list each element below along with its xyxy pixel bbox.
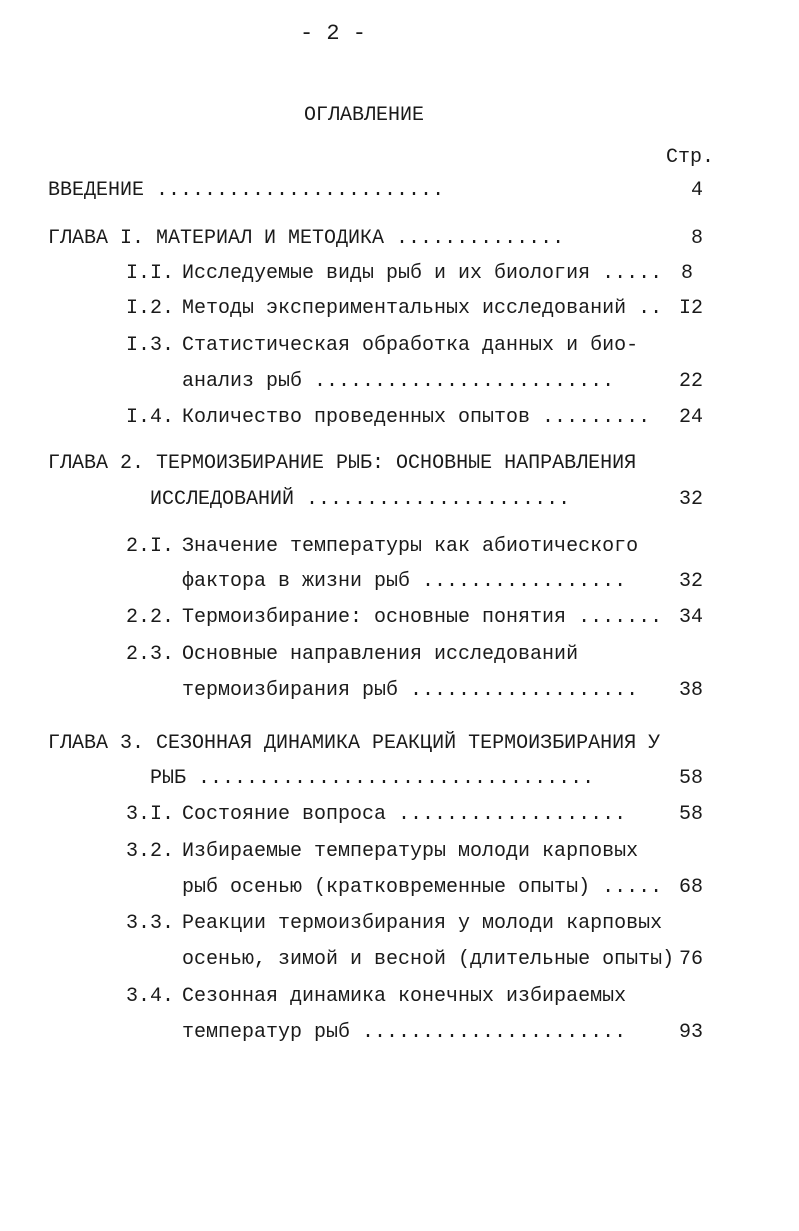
toc-entry-text: Избираемые температуры молоди карповых bbox=[182, 840, 639, 863]
toc-entry-label: 3.I. bbox=[126, 803, 175, 826]
toc-entry-page: 4 bbox=[690, 179, 703, 202]
toc-entry-label: I.2. bbox=[126, 297, 175, 320]
toc-entry-text: ИССЛЕДОВАНИЙ ...................... bbox=[150, 488, 571, 511]
toc-entry-text: Основные направления исследований bbox=[182, 643, 579, 666]
toc-entry-label: I.I. bbox=[126, 262, 175, 285]
toc-entry-page: 8 bbox=[680, 262, 693, 285]
document-title: ОГЛАВЛЕНИЕ bbox=[304, 104, 425, 127]
page-column-header: Стр. bbox=[666, 146, 715, 169]
toc-entry-page: 32 bbox=[678, 488, 703, 511]
toc-entry-page: 32 bbox=[678, 570, 703, 593]
toc-entry-page: 68 bbox=[678, 876, 703, 899]
toc-entry-label: I.4. bbox=[126, 406, 175, 429]
toc-entry-text: Состояние вопроса ................... bbox=[182, 803, 627, 826]
toc-entry-label: 2.I. bbox=[126, 535, 175, 558]
toc-entry-text: ГЛАВА I. МАТЕРИАЛ И МЕТОДИКА .............. bbox=[48, 227, 565, 250]
toc-entry-text: Термоизбирание: основные понятия ....... bbox=[182, 606, 663, 629]
page-number: - 2 - bbox=[300, 21, 367, 46]
toc-entry-label: I.3. bbox=[126, 334, 175, 357]
toc-entry-label: 3.3. bbox=[126, 912, 175, 935]
toc-entry-text: Исследуемые виды рыб и их биология ..... bbox=[182, 262, 663, 285]
toc-entry-label: 3.2. bbox=[126, 840, 175, 863]
toc-entry-text: Статистическая обработка данных и био- bbox=[182, 334, 639, 357]
toc-entry-text: Реакции термоизбирания у молоди карповых bbox=[182, 912, 663, 935]
toc-entry-text: Методы экспериментальных исследований .. bbox=[182, 297, 663, 320]
toc-entry-page: 8 bbox=[690, 227, 703, 250]
toc-entry-text: Количество проведенных опытов ......... bbox=[182, 406, 651, 429]
toc-entry-page: 38 bbox=[678, 679, 703, 702]
toc-entry-text: ГЛАВА 3. СЕЗОННАЯ ДИНАМИКА РЕАКЦИЙ ТЕРМОИЗБИРАНИЯ У bbox=[48, 732, 661, 755]
toc-entry-page: 24 bbox=[678, 406, 703, 429]
toc-entry-text: ВВЕДЕНИЕ ........................ bbox=[48, 179, 445, 202]
toc-entry-page: 58 bbox=[678, 803, 703, 826]
toc-entry-text: осенью, зимой и весной (длительные опыты) bbox=[182, 948, 675, 971]
toc-entry-text: рыб осенью (кратковременные опыты) ..... bbox=[182, 876, 663, 899]
toc-entry-page: I2 bbox=[678, 297, 703, 320]
toc-entry-text: ГЛАВА 2. ТЕРМОИЗБИРАНИЕ РЫБ: ОСНОВНЫЕ НАПРАВЛЕНИЯ bbox=[48, 452, 637, 475]
toc-entry-text: фактора в жизни рыб ................. bbox=[182, 570, 627, 593]
toc-entry-text: Сезонная динамика конечных избираемых bbox=[182, 985, 627, 1008]
toc-entry-page: 76 bbox=[678, 948, 703, 971]
toc-entry-text: температур рыб ...................... bbox=[182, 1021, 627, 1044]
toc-entry-page: 34 bbox=[678, 606, 703, 629]
toc-entry-text: Значение температуры как абиотического bbox=[182, 535, 639, 558]
toc-entry-page: 58 bbox=[678, 767, 703, 790]
toc-entry-label: 3.4. bbox=[126, 985, 175, 1008]
toc-entry-label: 2.3. bbox=[126, 643, 175, 666]
toc-entry-text: анализ рыб ......................... bbox=[182, 370, 615, 393]
toc-entry-label: 2.2. bbox=[126, 606, 175, 629]
toc-entry-page: 93 bbox=[678, 1021, 703, 1044]
toc-entry-text: РЫБ ................................. bbox=[150, 767, 595, 790]
toc-entry-text: термоизбирания рыб ................... bbox=[182, 679, 639, 702]
toc-entry-page: 22 bbox=[678, 370, 703, 393]
